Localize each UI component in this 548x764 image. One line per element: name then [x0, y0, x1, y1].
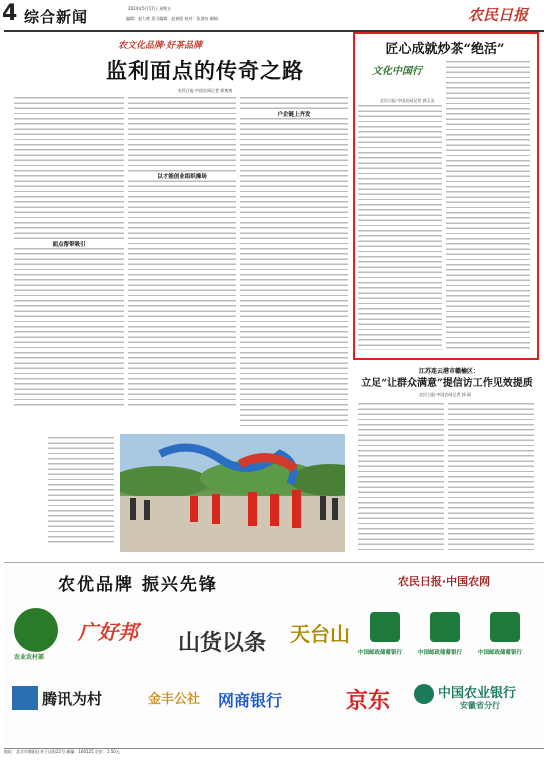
logo-guanghaobang: 广好邦: [78, 620, 138, 644]
lower-article-kicker: 江苏连云港市赣榆区：: [418, 368, 479, 375]
ad-title: 农优品牌 振兴先锋: [58, 575, 218, 595]
psbc-icon-1: [370, 612, 400, 642]
logo-shanhuo: 山货以条: [178, 631, 267, 656]
page-number: 4: [2, 1, 18, 26]
logo-abc-bank: 中国农业银行: [438, 686, 517, 701]
logo-abc-anhui: 安徽省分行: [460, 701, 500, 710]
tencent-icon: [12, 686, 38, 710]
lead-subhead: 面点帮带吸引: [14, 240, 124, 248]
box-column-1: [358, 104, 442, 350]
logo-psbc-2: 中国邮政储蓄银行: [418, 650, 463, 656]
lead-title: 监利面点的传奇之路: [106, 58, 304, 83]
ad-brand: 农民日报·中国农网: [397, 575, 491, 588]
mid-subhead-1: 户企链上齐发: [240, 110, 348, 118]
lower-article-title: 立足“让群众满意”提信访工作见效提质: [361, 378, 533, 389]
boxed-article-title: 匠心成就炒茶“绝活”: [385, 42, 505, 57]
lead-column-3: [240, 96, 348, 426]
abc-bank-icon: [414, 684, 434, 704]
lower-column-2: [448, 402, 534, 552]
logo-psbc-1: 中国邮政储蓄银行: [358, 650, 403, 656]
psbc-icon-2: [430, 612, 460, 642]
logo-mybank: 网商银行: [218, 691, 283, 710]
logo-jd: 京东: [346, 689, 391, 714]
logo-kingfarm: 金丰公社: [148, 692, 201, 707]
psbc-icon-3: [490, 612, 520, 642]
logo-tiantaishan: 天台山: [290, 622, 350, 646]
editors-line: 编辑：赵力欢 见习编辑：赵春阳 校对：张漂亮 邮箱：: [126, 16, 222, 21]
newspaper-logo: 农民日报: [468, 6, 529, 24]
dragon-dance-photo: [120, 434, 345, 552]
page-footer: 地址：北京市朝阳区麦子店街22号 邮编：100125 定价：1.50元: [4, 748, 544, 763]
culture-brand-logo: 文化中国行: [372, 66, 422, 77]
logo-tencent-weicun: 腾讯为村: [42, 690, 103, 708]
photo-illustration: [120, 434, 345, 552]
date-line: 2024年5月17日 星期五: [128, 6, 172, 11]
lead-byline: 农民日报·中国农网记者 郭爽爽: [177, 88, 233, 93]
lower-column-1: [358, 402, 444, 552]
lead-column-2: [128, 96, 236, 406]
lead-kicker: 农文化品牌·好茶品牌: [118, 41, 203, 51]
mid-subhead-2: 以才能创业组织操场: [128, 172, 236, 180]
lower-article-byline: 农民日报·中国农网记者 郭 靖: [419, 392, 471, 397]
photo-caption: [48, 436, 114, 546]
boxed-article-byline: 农民日报·中国农网记者 郭玉洁: [380, 98, 435, 103]
section-title: 综合新闻: [24, 8, 89, 26]
logo-ministry-of-agriculture: 农业农村部: [14, 608, 58, 661]
logo-psbc-3: 中国邮政储蓄银行: [478, 650, 523, 656]
box-column-2: [446, 60, 530, 350]
lead-column-1: [14, 96, 124, 406]
